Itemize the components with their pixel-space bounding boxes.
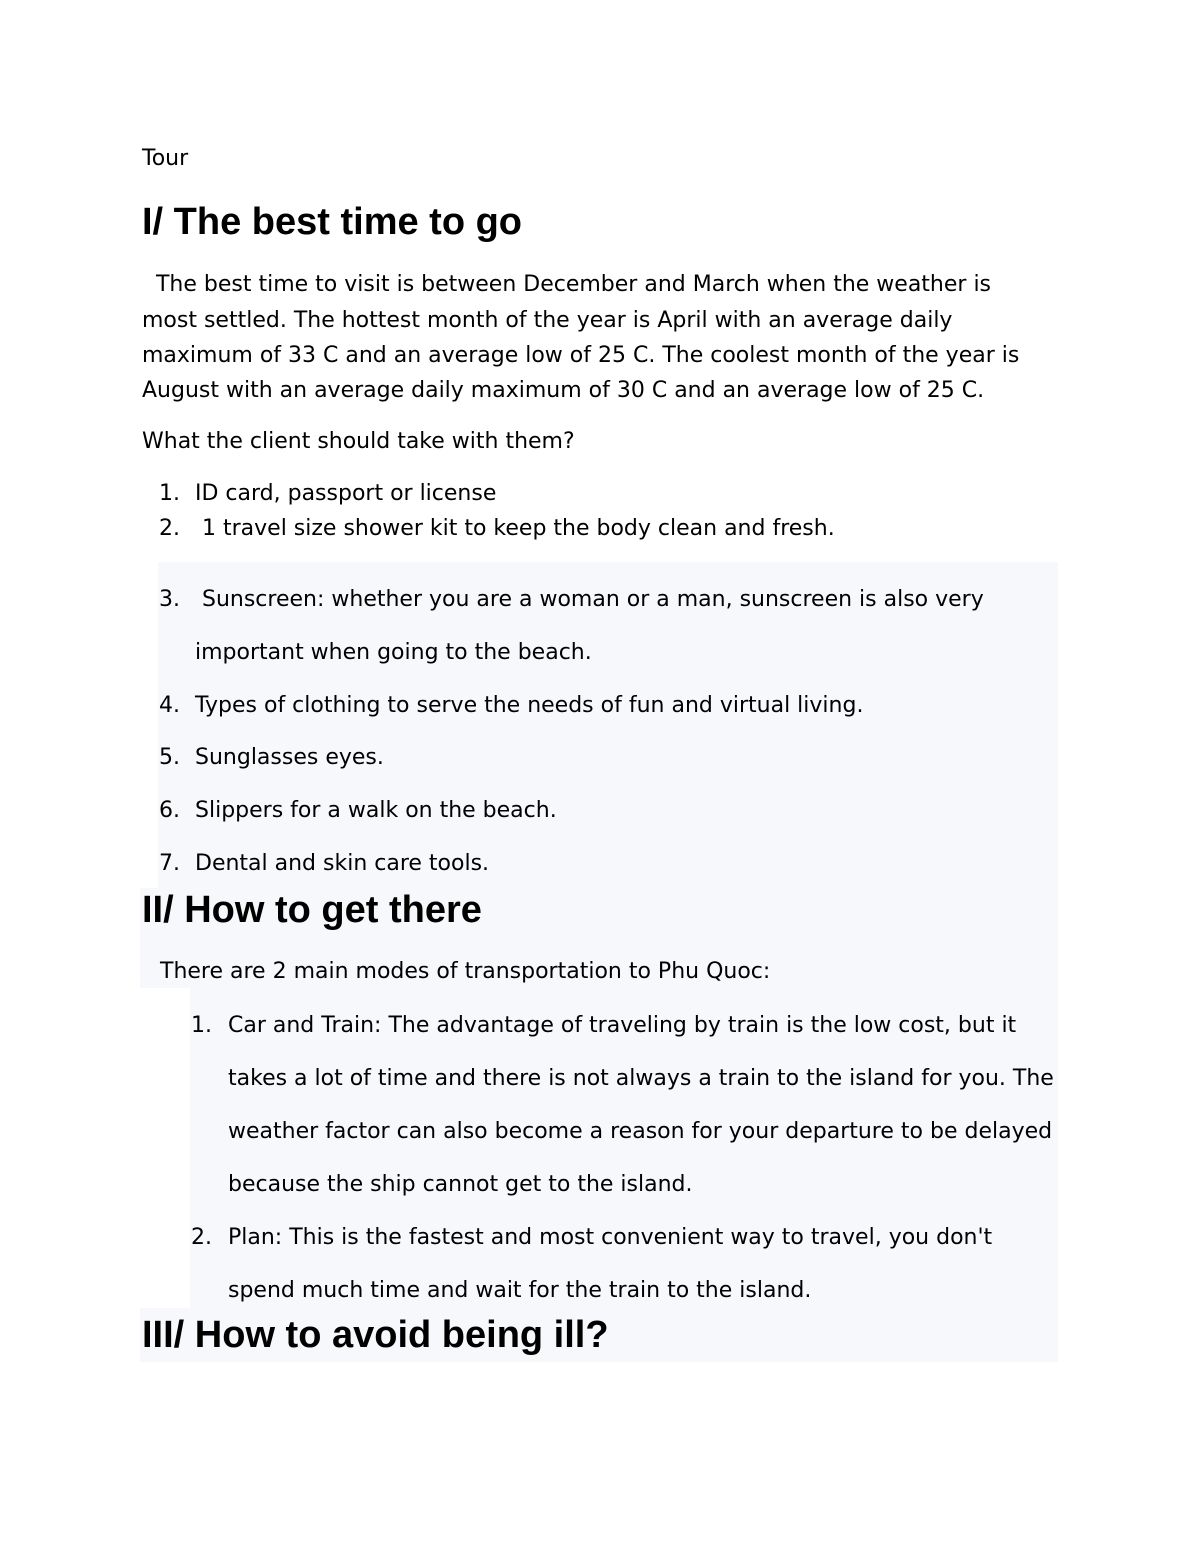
- list-item-text: important when going to the beach.: [195, 640, 592, 665]
- list-number: 1.: [191, 1013, 212, 1038]
- list-item-text: Car and Train: The advantage of traveling by train is the low cost, but it: [228, 1013, 1017, 1038]
- list-item-text: weather factor can also become a reason for your departure to be delayed: [228, 1119, 1053, 1144]
- document-label: Tour: [142, 146, 189, 171]
- list-number: 3.: [159, 587, 180, 612]
- paragraph-line: maximum of 33 C and an average low of 25 C. The coolest month of the year is: [142, 343, 1020, 368]
- list-item-text: Plan: This is the fastest and most convenient way to travel, you don't: [228, 1225, 993, 1250]
- section-heading-how-to-get-there: II/ How to get there: [142, 889, 482, 931]
- section-heading-best-time: I/ The best time to go: [142, 201, 523, 243]
- list-item-text: Sunscreen: whether you are a woman or a man, sunscreen is also very: [195, 587, 984, 612]
- list-number: 4.: [159, 693, 180, 718]
- list-item-text: takes a lot of time and there is not always a train to the island for you. The: [228, 1066, 1054, 1091]
- section-heading-avoid-illness: III/ How to avoid being ill?: [142, 1314, 609, 1356]
- list-item-text: ID card, passport or license: [195, 481, 497, 506]
- list-number: 7.: [159, 851, 180, 876]
- packing-question: What the client should take with them?: [142, 429, 575, 454]
- list-item-text: because the ship cannot get to the island.: [228, 1172, 693, 1197]
- list-number: 6.: [159, 798, 180, 823]
- list-item-text: Sunglasses eyes.: [195, 745, 384, 770]
- list-number: 2.: [191, 1225, 212, 1250]
- paragraph-line: August with an average daily maximum of 30 C and an average low of 25 C.: [142, 378, 985, 403]
- list-number: 2.: [159, 516, 180, 541]
- list-item-text: 1 travel size shower kit to keep the body clean and fresh.: [195, 516, 835, 541]
- paragraph-line: most settled. The hottest month of the year is April with an average daily: [142, 308, 953, 333]
- list-number: 5.: [159, 745, 180, 770]
- list-item-text: Slippers for a walk on the beach.: [195, 798, 557, 823]
- list-item-text: spend much time and wait for the train to the island.: [228, 1278, 812, 1303]
- list-item-text: Dental and skin care tools.: [195, 851, 490, 876]
- list-item-text: Types of clothing to serve the needs of fun and virtual living.: [195, 693, 864, 718]
- paragraph-line: The best time to visit is between December and March when the weather is: [142, 272, 992, 297]
- list-number: 1.: [159, 481, 180, 506]
- transport-intro: There are 2 main modes of transportation to Phu Quoc:: [160, 959, 771, 984]
